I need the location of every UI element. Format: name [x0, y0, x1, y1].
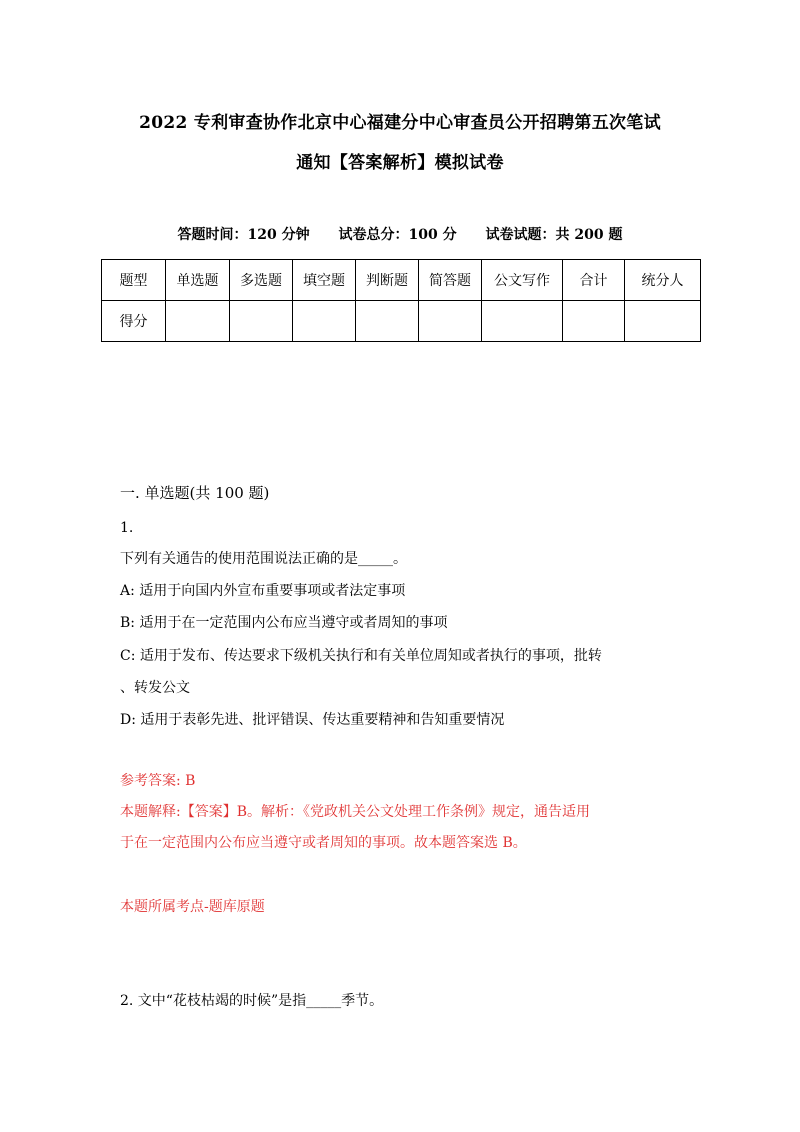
- exam-time: 答题时间：120 分钟: [177, 227, 310, 243]
- reference-answer: 参考答案: B: [120, 773, 196, 789]
- score-table-header-cell: 多选题: [230, 260, 293, 301]
- score-cell[interactable]: [293, 301, 356, 342]
- exam-total-score: 试卷总分：100 分: [338, 227, 457, 243]
- question-stem: 下列有关通告的使用范围说法正确的是_____。: [120, 551, 407, 567]
- option-c-line1: C: 适用于发布、传达要求下级机关执行和有关单位周知或者执行的事项，批转: [120, 648, 602, 664]
- score-cell[interactable]: [230, 301, 293, 342]
- explanation-line1: 本题解释:【答案】B。解析：《党政机关公文处理工作条例》规定，通告适用: [120, 804, 591, 820]
- option-a: A: 适用于向国内外宣布重要事项或者法定事项: [120, 583, 406, 599]
- question-source: 本题所属考点-题库原题: [120, 899, 265, 915]
- paper-title-line1: 2022 专利审查协作北京中心福建分中心审查员公开招聘第五次笔试: [139, 113, 661, 133]
- section-title: 一. 单选题(共 100 题): [120, 484, 270, 502]
- score-cell[interactable]: [563, 301, 625, 342]
- score-table-header-cell: 判断题: [356, 260, 419, 301]
- score-cell[interactable]: [482, 301, 563, 342]
- option-c-line2: 、转发公文: [120, 680, 190, 696]
- score-row-label: 得分: [102, 301, 166, 342]
- score-cell[interactable]: [419, 301, 482, 342]
- score-table: [101, 259, 701, 342]
- score-cell[interactable]: [625, 301, 701, 342]
- score-table-header-cell: 公文写作: [482, 260, 563, 301]
- score-cell[interactable]: [166, 301, 230, 342]
- score-cell[interactable]: [356, 301, 419, 342]
- paper-title-line2: 通知【答案解析】模拟试卷: [296, 153, 504, 173]
- score-table-header-row: [102, 260, 701, 301]
- exam-meta: [60, 224, 740, 244]
- exam-question-count: 试卷试题：共 200 题: [485, 227, 623, 243]
- question-number: 1.: [120, 520, 134, 536]
- score-table-header-cell: 题型: [102, 260, 166, 301]
- score-table-header-cell: 简答题: [419, 260, 482, 301]
- question-2-stem: 2. 文中“花枝枯竭的时候”是指_____季节。: [120, 993, 384, 1009]
- score-table-score-row: [102, 301, 701, 342]
- explanation-line2: 于在一定范围内公布应当遵守或者周知的事项。故本题答案选 B。: [120, 835, 527, 851]
- score-table-header-cell: 合计: [563, 260, 625, 301]
- score-table-header-cell: 统分人: [625, 260, 701, 301]
- option-b: B: 适用于在一定范围内公布应当遵守或者周知的事项: [120, 615, 448, 631]
- score-table-header-cell: 填空题: [293, 260, 356, 301]
- option-d: D: 适用于表彰先进、批评错误、传达重要精神和告知重要情况: [120, 712, 505, 728]
- score-table-header-cell: 单选题: [166, 260, 230, 301]
